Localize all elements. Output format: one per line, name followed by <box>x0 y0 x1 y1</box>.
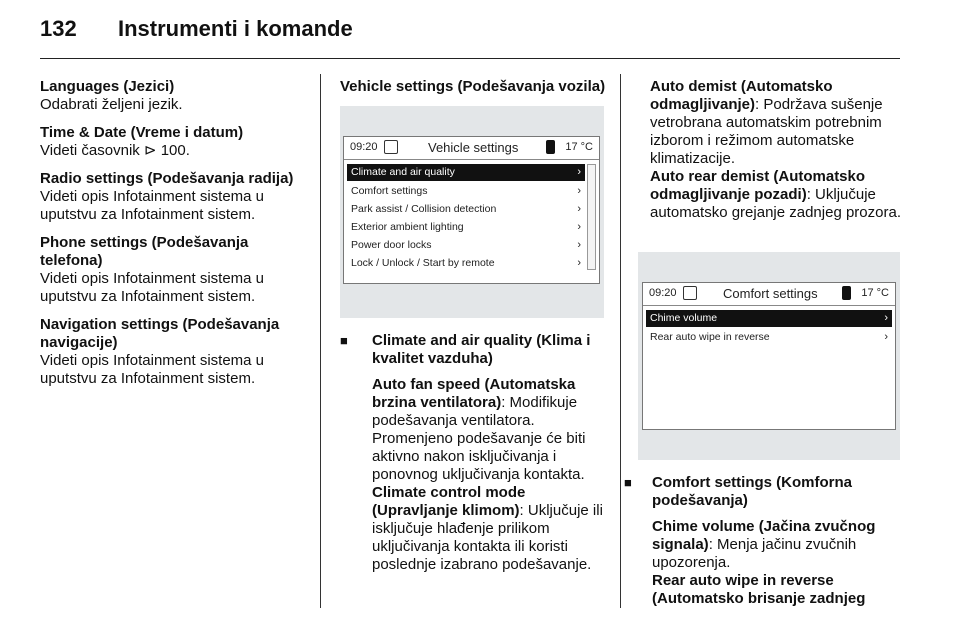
chevron-right-icon: › <box>577 166 581 178</box>
screen-temperature: 17 °C <box>565 141 593 153</box>
menu-item-power-door-locks[interactable] <box>347 237 585 254</box>
entry-term: Climate control mode (Upravljanje klimom) <box>372 484 526 519</box>
menu-item-lock-unlock-start[interactable] <box>347 255 585 272</box>
screen-time: 09:20 <box>350 141 378 153</box>
menu-item-rear-auto-wipe[interactable] <box>646 329 892 346</box>
entry-term: Auto rear demist (Automatsko odmagljivanje pozadi) <box>650 168 866 203</box>
menu-item-label: Chime volume <box>650 312 718 324</box>
section-navigation-settings <box>40 316 310 388</box>
entry-text: : Modifikuje podešavanja ventilatora. Promenjeno podešavanje će biti aktivno nakon isključivanja i ponovnog uključivanja kontakta. <box>372 394 586 483</box>
menu-item-label: Rear auto wipe in reverse <box>650 331 770 343</box>
clock-icon <box>683 286 697 300</box>
section-time-date <box>40 124 310 160</box>
thermometer-icon <box>546 140 555 154</box>
entry-climate-control-mode <box>340 484 608 574</box>
menu-item-exterior-ambient-lighting[interactable] <box>347 219 585 236</box>
section-body: Videti opis Infotainment sistema u uputstvu za Infotainment sistem. <box>40 270 265 305</box>
column-divider-left <box>320 74 321 608</box>
header-rule <box>40 58 900 59</box>
screen-temperature: 17 °C <box>861 287 889 299</box>
entry-rear-auto-wipe <box>620 572 908 608</box>
bullet-icon: ■ <box>340 333 348 348</box>
clock-icon <box>384 140 398 154</box>
section-radio-settings <box>40 170 310 224</box>
menu-item-label: Lock / Unlock / Start by remote <box>351 257 495 269</box>
section-heading: Radio settings (Podešavanja radija) <box>40 170 294 187</box>
screen-status-bar <box>344 137 599 160</box>
section-phone-settings <box>40 234 310 306</box>
entry-term: Auto fan speed (Automatska brzina ventilatora) <box>372 376 576 411</box>
section-heading: Languages (Jezici) <box>40 78 175 95</box>
comfort-settings-screen-image <box>638 252 900 460</box>
entry-text: : Uključuje ili isključuje hlađenje prilikom uključivanja kontakta ili koristi poslednje izabrano podešavanje. <box>372 502 603 573</box>
bullet-heading: Climate and air quality (Klima i kvalitet vazduha) <box>372 332 591 367</box>
section-heading: Vehicle settings (Podešavanja vozila) <box>340 78 606 95</box>
left-column <box>40 78 310 398</box>
middle-column <box>340 78 608 96</box>
screen-title: Comfort settings <box>723 286 818 301</box>
section-body: Videti opis Infotainment sistema u uputstvu za Infotainment sistem. <box>40 352 265 387</box>
right-column <box>650 78 906 222</box>
entry-term: Chime volume (Jačina zvučnog signala) <box>652 518 876 553</box>
chevron-right-icon: › <box>577 221 581 233</box>
menu-item-park-assist[interactable] <box>347 201 585 218</box>
bullet-icon: ■ <box>624 475 632 490</box>
chevron-right-icon: › <box>884 312 888 324</box>
menu-item-comfort-settings[interactable] <box>347 183 585 200</box>
chapter-title: Instrumenti i komande <box>118 16 353 41</box>
section-heading: Navigation settings (Podešavanja navigacije) <box>40 316 280 351</box>
menu-item-label: Park assist / Collision detection <box>351 203 497 215</box>
entry-text: : Uključuje automatsko grejanje zadnjeg prozora. <box>650 186 901 221</box>
entry-text: : Menja jačinu zvučnih upozorenja. <box>652 536 857 571</box>
vehicle-settings-screen <box>343 136 600 284</box>
page-number: 132 <box>40 16 77 41</box>
chevron-right-icon: › <box>884 331 888 343</box>
body-text: Videti časovnik <box>40 142 140 159</box>
section-heading: Time & Date (Vreme i datum) <box>40 124 244 141</box>
screen-time: 09:20 <box>649 287 677 299</box>
section-heading: Phone settings (Podešavanja telefona) <box>40 234 249 269</box>
chevron-right-icon: › <box>577 257 581 269</box>
section-body <box>40 142 310 160</box>
menu-item-chime-volume[interactable] <box>646 310 892 327</box>
menu-item-label: Climate and air quality <box>351 166 455 178</box>
vehicle-settings-screen-image <box>340 106 604 318</box>
menu-item-label: Exterior ambient lighting <box>351 221 464 233</box>
entry-auto-rear-demist <box>650 168 906 222</box>
menu-item-label: Comfort settings <box>351 185 428 197</box>
section-body: Odabrati željeni jezik. <box>40 96 183 113</box>
menu-item-climate-air-quality[interactable] <box>347 164 585 181</box>
comfort-settings-screen <box>642 282 896 430</box>
right-column-content <box>620 474 908 608</box>
entry-auto-fan-speed <box>340 376 608 484</box>
entry-text: : Podržava sušenje vetrobrana automatskim potrebnim izborom i režimom automatske klimatizacije. <box>650 96 883 167</box>
entry-term: Rear auto wipe in reverse (Automatsko brisanje zadnjeg <box>652 572 866 607</box>
section-languages <box>40 78 310 114</box>
bullet-climate-air-quality <box>340 332 608 368</box>
bullet-heading: Comfort settings (Komforna podešavanja) <box>652 474 852 509</box>
page-reference[interactable]: 100. <box>160 142 190 159</box>
screen-status-bar <box>643 283 895 306</box>
section-body: Videti opis Infotainment sistema u uputstvu za Infotainment sistem. <box>40 188 265 223</box>
chevron-right-icon: › <box>577 203 581 215</box>
arrow-ref-icon: ⊳ <box>143 142 157 159</box>
chevron-right-icon: › <box>577 185 581 197</box>
menu-item-label: Power door locks <box>351 239 432 251</box>
screen-scrollbar[interactable] <box>587 164 596 270</box>
thermometer-icon <box>842 286 851 300</box>
entry-chime-volume <box>620 518 908 572</box>
entry-auto-demist <box>650 78 906 168</box>
entry-term: Auto demist (Automatsko odmagljivanje) <box>650 78 833 113</box>
bullet-comfort-settings <box>620 474 908 510</box>
screen-title: Vehicle settings <box>428 140 519 155</box>
chevron-right-icon: › <box>577 239 581 251</box>
middle-column-content <box>340 332 608 574</box>
